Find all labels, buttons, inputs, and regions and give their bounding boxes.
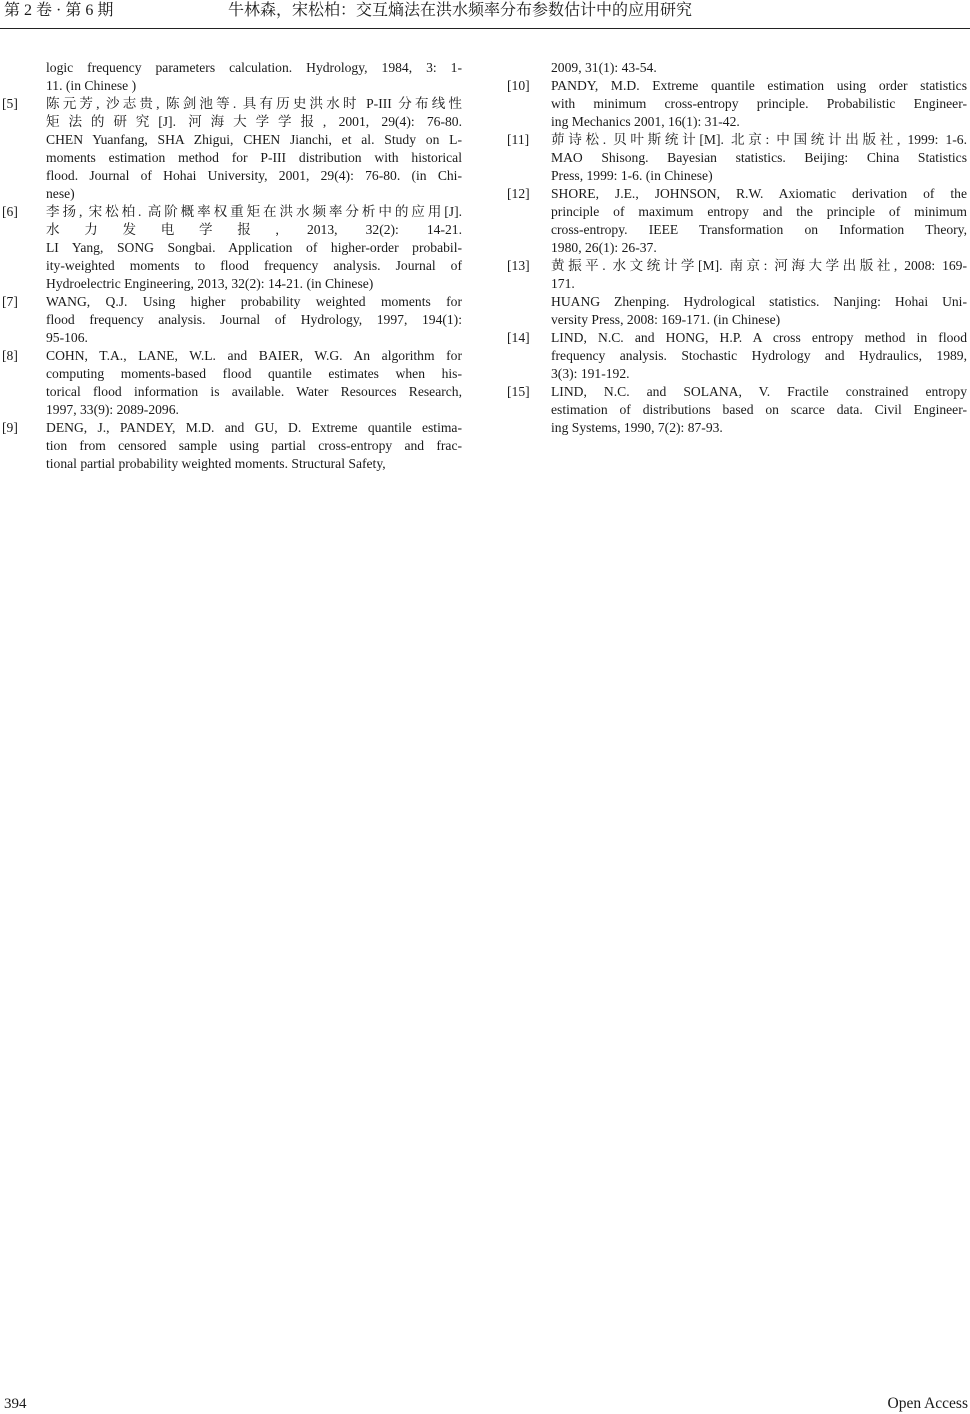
page-number: 394 [4, 1396, 27, 1412]
reference-text-line: 陈元芳, 沙志贵, 陈剑池等. 具有历史洪水时 P-III 分布线性 [46, 96, 462, 111]
reference-text-line: ing Systems, 1990, 7(2): 87-93. [551, 420, 723, 435]
reference-text-line: nese) [46, 186, 75, 201]
reference-number: [14] [507, 330, 530, 345]
reference-number: [8] [2, 348, 18, 363]
reference-number: [13] [507, 258, 530, 273]
reference-text-line: WANG, Q.J. Using higher probability weighted moments for [46, 294, 462, 309]
reference-entry [2, 95, 462, 203]
reference-text-line: COHN, T.A., LANE, W.L. and BAIER, W.G. An algorithm for [46, 348, 462, 363]
reference-text-line: DENG, J., PANDEY, M.D. and GU, D. Extreme quantile estima- [46, 420, 462, 435]
reference-text-line: HUANG Zhenping. Hydrological statistics. Nanjing: Hohai Uni- [551, 294, 967, 309]
reference-text-line: torical flood information is available. Water Resources Research, [46, 384, 462, 399]
reference-text-line: tion from censored sample using partial cross-entropy and frac- [46, 438, 462, 453]
reference-text-line: 1997, 33(9): 2089-2096. [46, 402, 179, 417]
reference-entry [2, 203, 462, 293]
reference-entry [507, 77, 967, 131]
reference-column-right [507, 59, 967, 437]
reference-text-line: frequency analysis. Stochastic Hydrology and Hydraulics, 1989, [551, 348, 967, 363]
reference-text-line: versity Press, 2008: 169-171. (in Chinese) [551, 312, 781, 327]
open-access-label: Open Access [887, 1395, 968, 1412]
reference-entry [507, 257, 967, 329]
reference-number: [9] [2, 420, 18, 435]
reference-text-line: LIND, N.C. and HONG, H.P. A cross entropy method in flood [551, 330, 967, 345]
reference-text-line: 11. (in Chinese ) [46, 78, 137, 93]
reference-entry [507, 131, 967, 185]
reference-text-line: ity-weighted moments to flood frequency analysis. Journal of [46, 258, 462, 273]
reference-text-line: 3(3): 191-192. [551, 366, 630, 381]
reference-entry [2, 293, 462, 347]
journal-issue: 第 2 卷 · 第 6 期 [4, 2, 114, 19]
reference-text-line: 水力发电学报, 2013, 32(2): 14-21. [46, 222, 462, 237]
reference-entry [507, 329, 967, 383]
reference-text-line: SHORE, J.E., JOHNSON, R.W. Axiomatic derivation of the [551, 186, 967, 201]
reference-text-line: LIND, N.C. and SOLANA, V. Fractile constrained entropy [551, 384, 967, 399]
reference-text-line: 黄振平. 水文统计学[M]. 南京: 河海大学出版社, 2008: 169- [551, 258, 967, 273]
reference-text-line: tional partial probability weighted moments. Structural Safety, [46, 456, 386, 471]
reference-number: [7] [2, 294, 18, 309]
reference-text-line: with minimum cross-entropy principle. Probabilistic Engineer- [551, 96, 967, 111]
reference-number: [11] [507, 132, 530, 147]
reference-text-line: 矩法的研究[J]. 河海大学学报, 2001, 29(4): 76-80. [46, 114, 462, 129]
reference-text-line: PANDY, M.D. Extreme quantile estimation using order statistics [551, 78, 967, 93]
reference-text-line: Hydroelectric Engineering, 2013, 32(2): 14-21. (in Chinese) [46, 276, 374, 291]
reference-entry [507, 185, 967, 257]
reference-text-line: logic frequency parameters calculation. Hydrology, 1984, 3: 1- [46, 60, 462, 75]
reference-text-line: flood. Journal of Hohai University, 2001, 29(4): 76-80. (in Chi- [46, 168, 462, 183]
reference-entry-continued [507, 59, 967, 77]
reference-text-line: MAO Shisong. Bayesian statistics. Beijing: China Statistics [551, 150, 967, 165]
reference-text-line: estimation of distributions based on scarce data. Civil Engineer- [551, 402, 967, 417]
reference-number: [10] [507, 78, 530, 93]
reference-text-line: principle of maximum entropy and the principle of minimum [551, 204, 967, 219]
reference-text-line: CHEN Yuanfang, SHA Zhigui, CHEN Jianchi, et al. Study on L- [46, 132, 462, 147]
reference-number: [12] [507, 186, 530, 201]
reference-text-line: 171. [551, 276, 575, 291]
reference-text-line: ing Mechanics 2001, 16(1): 31-42. [551, 114, 740, 129]
reference-text-line: 1980, 26(1): 26-37. [551, 240, 657, 255]
reference-text-line: flood frequency analysis. Journal of Hydrology, 1997, 194(1): [46, 312, 462, 327]
reference-text-line: computing moments-based flood quantile estimates when his- [46, 366, 462, 381]
reference-text-line: LI Yang, SONG Songbai. Application of higher-order probabil- [46, 240, 462, 255]
reference-text-line: Press, 1999: 1-6. (in Chinese) [551, 168, 713, 183]
reference-text-line: 95-106. [46, 330, 88, 345]
reference-text-line: 茆诗松. 贝叶斯统计[M]. 北京: 中国统计出版社, 1999: 1-6. [551, 132, 967, 147]
reference-entry [2, 419, 462, 473]
reference-entry-continued [2, 59, 462, 95]
reference-number: [6] [2, 204, 18, 219]
reference-number: [5] [2, 96, 18, 111]
reference-entry [507, 383, 967, 437]
reference-text-line: 2009, 31(1): 43-54. [551, 60, 657, 75]
reference-text-line: cross-entropy. IEEE Transformation on Information Theory, [551, 222, 967, 237]
reference-entry [2, 347, 462, 419]
reference-text-line: 李扬, 宋松柏. 高阶概率权重矩在洪水频率分析中的应用[J]. [46, 204, 462, 219]
reference-text-line: moments estimation method for P-III distribution with historical [46, 150, 462, 165]
running-header [0, 0, 970, 29]
article-running-title: 牛林森，宋松柏：交互熵法在洪水频率分布参数估计中的应用研究 [228, 2, 693, 19]
reference-number: [15] [507, 384, 530, 399]
reference-column-left [2, 59, 462, 473]
